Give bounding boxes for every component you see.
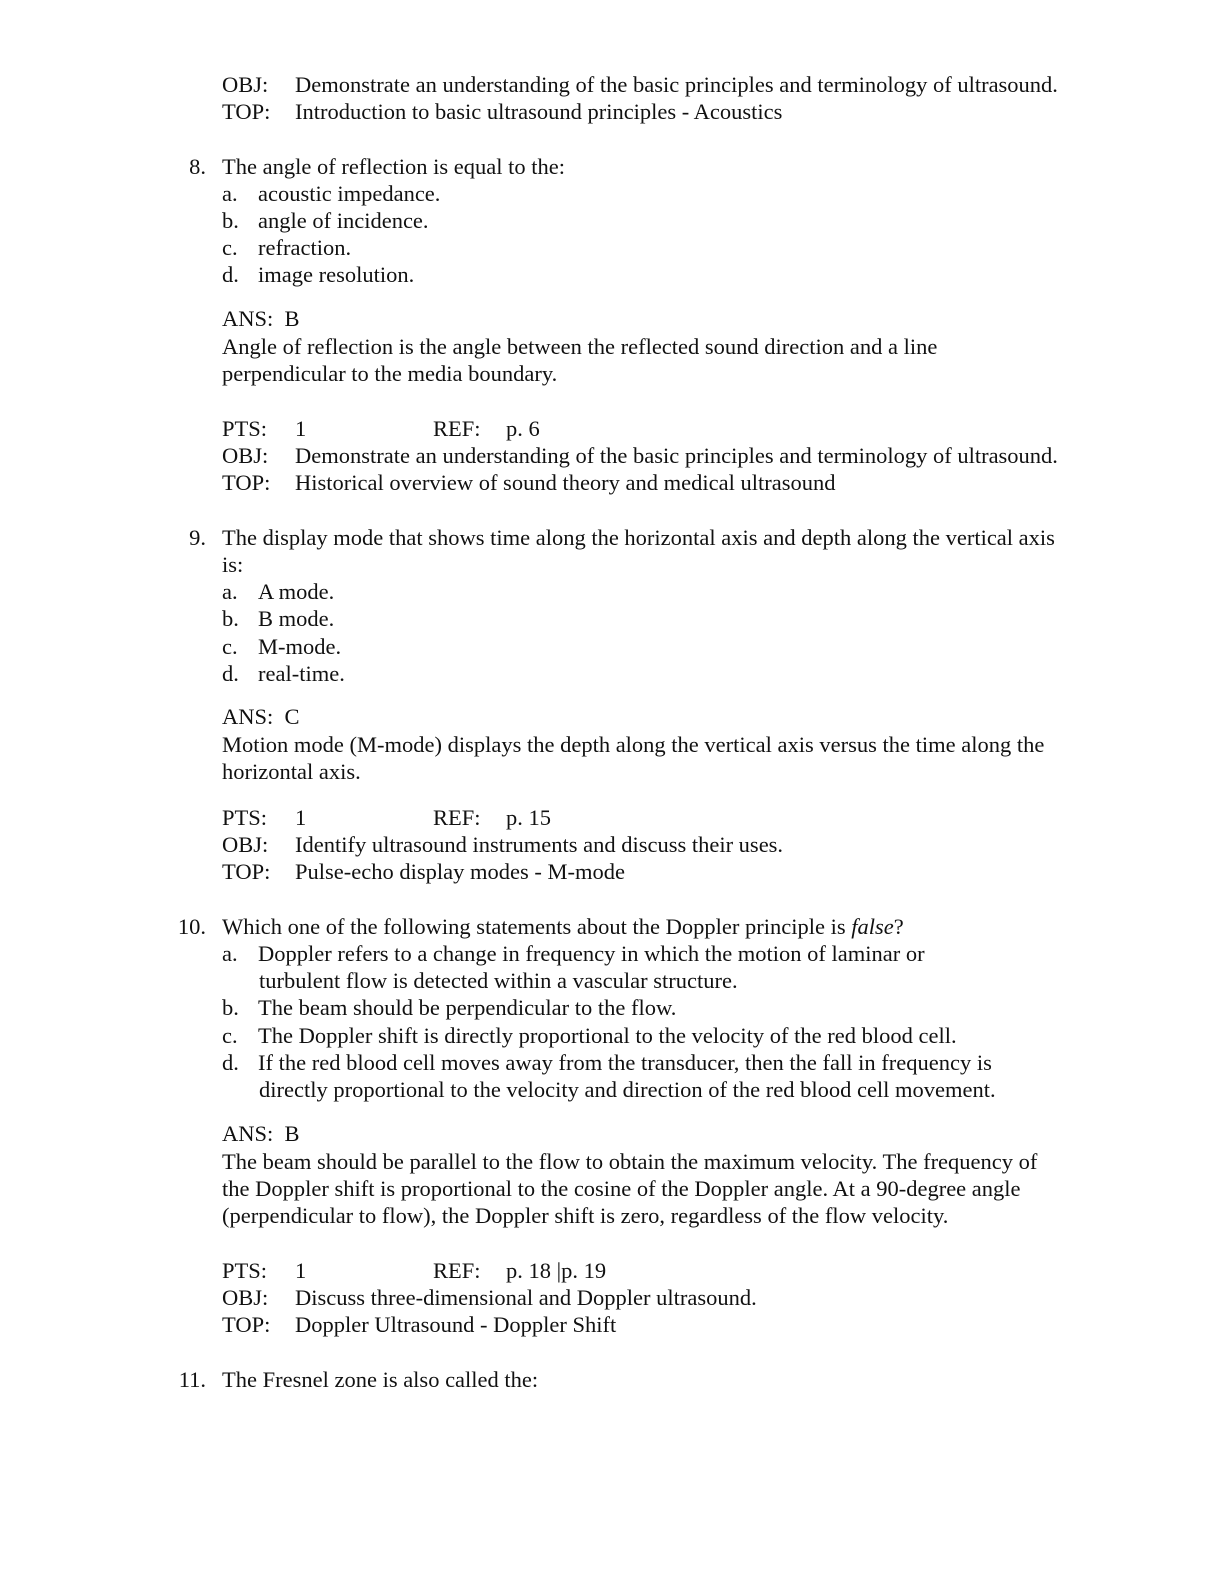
obj-text: Demonstrate an understanding of the basic principles and terminology of ultrasound.	[295, 72, 1058, 97]
pts-label: PTS:	[222, 416, 268, 441]
obj-line	[222, 831, 783, 858]
ans-label: ANS:	[222, 704, 274, 729]
rationale-line: The beam should be parallel to the flow to obtain the maximum velocity. The frequency of	[222, 1149, 1038, 1174]
pts-ref-line	[222, 415, 540, 442]
rationale-line: horizontal axis.	[222, 759, 361, 784]
option-b: b. B mode.	[222, 606, 335, 631]
question-stem: The display mode that shows time along the horizontal axis and depth along the vertical axis	[222, 525, 1055, 550]
pts-label: PTS:	[222, 1258, 268, 1283]
pts-ref-line	[222, 1257, 606, 1284]
option-a: a. Doppler refers to a change in frequency in which the motion of laminar or	[222, 941, 925, 966]
ref-value: p. 6	[506, 416, 540, 441]
rationale-line: Motion mode (M-mode) displays the depth along the vertical axis versus the time along the	[222, 732, 1045, 757]
question-stem: The Fresnel zone is also called the:	[222, 1367, 539, 1392]
ref-label: REF:	[433, 805, 481, 830]
obj-label: OBJ:	[222, 72, 269, 97]
top-line	[222, 1311, 616, 1338]
obj-text: Identify ultrasound instruments and discuss their uses.	[295, 832, 784, 857]
option-d: d. If the red blood cell moves away from the transducer, then the fall in frequency is	[222, 1050, 992, 1075]
ans-value: B	[284, 1121, 300, 1146]
rationale-line: perpendicular to the media boundary.	[222, 361, 558, 386]
question-stem: The angle of reflection is equal to the:	[222, 154, 565, 179]
pts-value: 1	[295, 805, 307, 830]
option-c: c. The Doppler shift is directly proportional to the velocity of the red blood cell.	[222, 1023, 957, 1048]
ans-label: ANS:	[222, 1121, 274, 1146]
top-line	[222, 858, 625, 885]
option-d: d. image resolution.	[222, 262, 415, 287]
obj-label: OBJ:	[222, 443, 269, 468]
option-c: c. refraction.	[222, 235, 352, 260]
ans-value: C	[284, 704, 300, 729]
question-stem: is:	[222, 552, 244, 577]
top-line	[222, 98, 782, 125]
top-line	[222, 469, 835, 496]
pts-label: PTS:	[222, 805, 268, 830]
top-text: Historical overview of sound theory and medical ultrasound	[295, 470, 836, 495]
rationale-line: (perpendicular to flow), the Doppler shift is zero, regardless of the flow velocity.	[222, 1203, 949, 1228]
top-text: Doppler Ultrasound - Doppler Shift	[295, 1312, 617, 1337]
obj-line	[222, 442, 1058, 469]
ref-value: p. 18 |p. 19	[506, 1258, 607, 1283]
option-a-continuation: turbulent flow is detected within a vascular structure.	[259, 968, 738, 993]
ans-value: B	[284, 306, 300, 331]
option-c: c. M-mode.	[222, 634, 342, 659]
ref-label: REF:	[433, 416, 481, 441]
ans-label: ANS:	[222, 306, 274, 331]
ref-label: REF:	[433, 1258, 481, 1283]
obj-line	[222, 71, 1058, 98]
top-label: TOP:	[222, 470, 271, 495]
obj-text: Discuss three-dimensional and Doppler ultrasound.	[295, 1285, 757, 1310]
question-stem: Which one of the following statements about the Doppler principle is false?	[222, 914, 904, 939]
obj-label: OBJ:	[222, 832, 269, 857]
ref-value: p. 15	[506, 805, 551, 830]
obj-line	[222, 1284, 757, 1311]
rationale-line: Angle of reflection is the angle between the reflected sound direction and a line	[222, 334, 938, 359]
emphasis-false: false	[851, 914, 894, 939]
option-d-continuation: directly proportional to the velocity and direction of the red blood cell movement.	[259, 1077, 996, 1102]
option-b: b. angle of incidence.	[222, 208, 429, 233]
option-d: d. real-time.	[222, 661, 345, 686]
pts-value: 1	[295, 1258, 307, 1283]
obj-label: OBJ:	[222, 1285, 269, 1310]
question-number: 9.	[189, 525, 206, 550]
top-label: TOP:	[222, 1312, 271, 1337]
question-number: 10.	[177, 914, 206, 939]
pts-value: 1	[295, 416, 307, 441]
option-b: b. The beam should be perpendicular to the flow.	[222, 995, 677, 1020]
question-number: 11.	[178, 1367, 206, 1392]
top-text: Pulse-echo display modes - M-mode	[295, 859, 625, 884]
top-text: Introduction to basic ultrasound principles - Acoustics	[295, 99, 783, 124]
question-number: 8.	[189, 154, 206, 179]
pts-ref-line	[222, 804, 551, 831]
top-label: TOP:	[222, 859, 271, 884]
option-a: a. A mode.	[222, 579, 335, 604]
answer-line	[222, 703, 300, 730]
option-a: a. acoustic impedance.	[222, 181, 441, 206]
obj-text: Demonstrate an understanding of the basic principles and terminology of ultrasound.	[295, 443, 1058, 468]
answer-line	[222, 1120, 300, 1147]
answer-line	[222, 305, 300, 332]
rationale-line: the Doppler shift is proportional to the cosine of the Doppler angle. At a 90-degree angle	[222, 1176, 1021, 1201]
top-label: TOP:	[222, 99, 271, 124]
